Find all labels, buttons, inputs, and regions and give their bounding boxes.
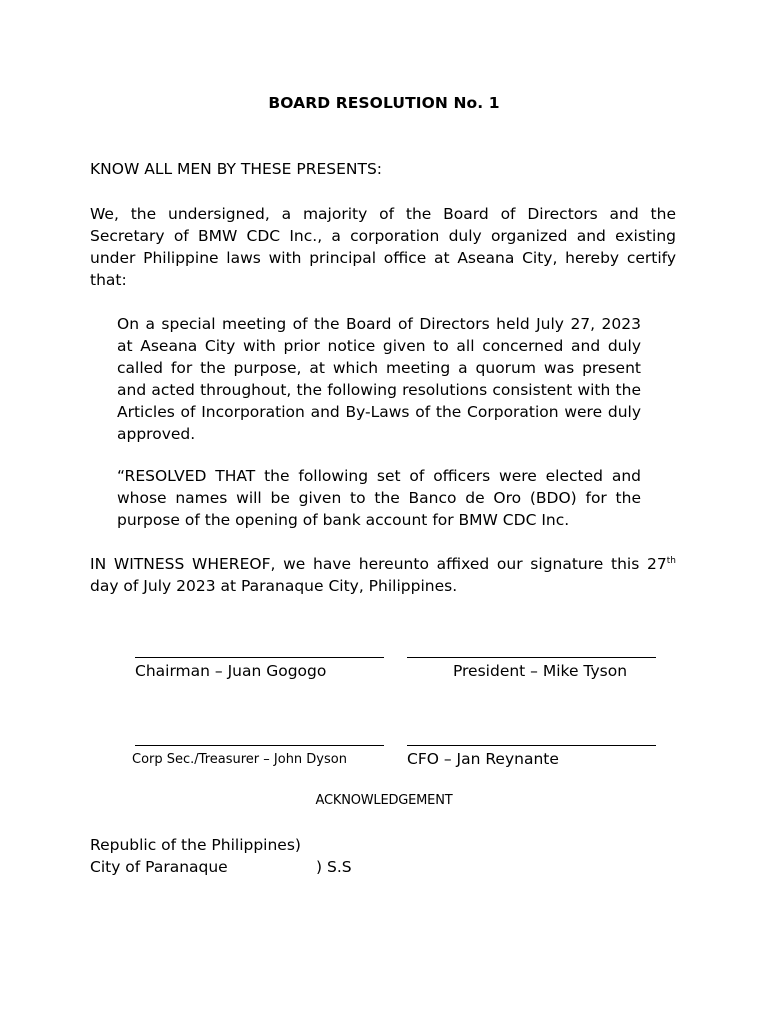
- signatory-corp-sec: Corp Sec./Treasurer – John Dyson: [132, 752, 347, 767]
- salutation: KNOW ALL MEN BY THESE PRESENTS:: [90, 160, 383, 178]
- signatory-chairman: Chairman – Juan Gogogo: [135, 662, 327, 680]
- witness-text-part-2: day of July 2023 at Paranaque City, Philippines.: [90, 577, 458, 595]
- signatory-cfo: CFO – Jan Reynante: [407, 750, 559, 768]
- certification-paragraph: We, the undersigned, a majority of the Board of Directors and the Secretary of BMW CDC Inc., a corporation duly organized and existing under Philippine laws with principal office at Aseana City, hereby certify that:: [90, 205, 676, 289]
- signature-line-president: [407, 657, 656, 658]
- witness-superscript: th: [666, 555, 676, 566]
- resolution-paragraph: “RESOLVED THAT the following set of officers were elected and whose names will be given to the Banco de Oro (BDO) for the purpose of the opening of bank account for BMW CDC Inc.: [117, 467, 641, 529]
- witness-text-part-1: IN WITNESS WHEREOF, we have hereunto affixed our signature this 27: [90, 555, 667, 573]
- acknowledgement-heading: ACKNOWLEDGEMENT: [315, 793, 453, 808]
- signature-line-corp-sec: [135, 745, 384, 746]
- meeting-paragraph: On a special meeting of the Board of Directors held July 27, 2023 at Aseana City with prior notice given to all concerned and duly called for the purpose, at which meeting a quorum was present and acted throughout, the following resolutions consistent with the Articles of Incorporation and By-Laws of the Corporation were duly approved.: [117, 315, 641, 443]
- signature-line-cfo: [407, 745, 656, 746]
- signature-line-chairman: [135, 657, 384, 658]
- venue-republic: Republic of the Philippines): [90, 836, 301, 854]
- document-title: BOARD RESOLUTION No. 1: [268, 94, 500, 112]
- signatory-president: President – Mike Tyson: [452, 662, 628, 680]
- venue-ss: ) S.S: [316, 858, 352, 876]
- witness-paragraph: [90, 553, 676, 597]
- venue-city: City of Paranaque: [90, 858, 228, 876]
